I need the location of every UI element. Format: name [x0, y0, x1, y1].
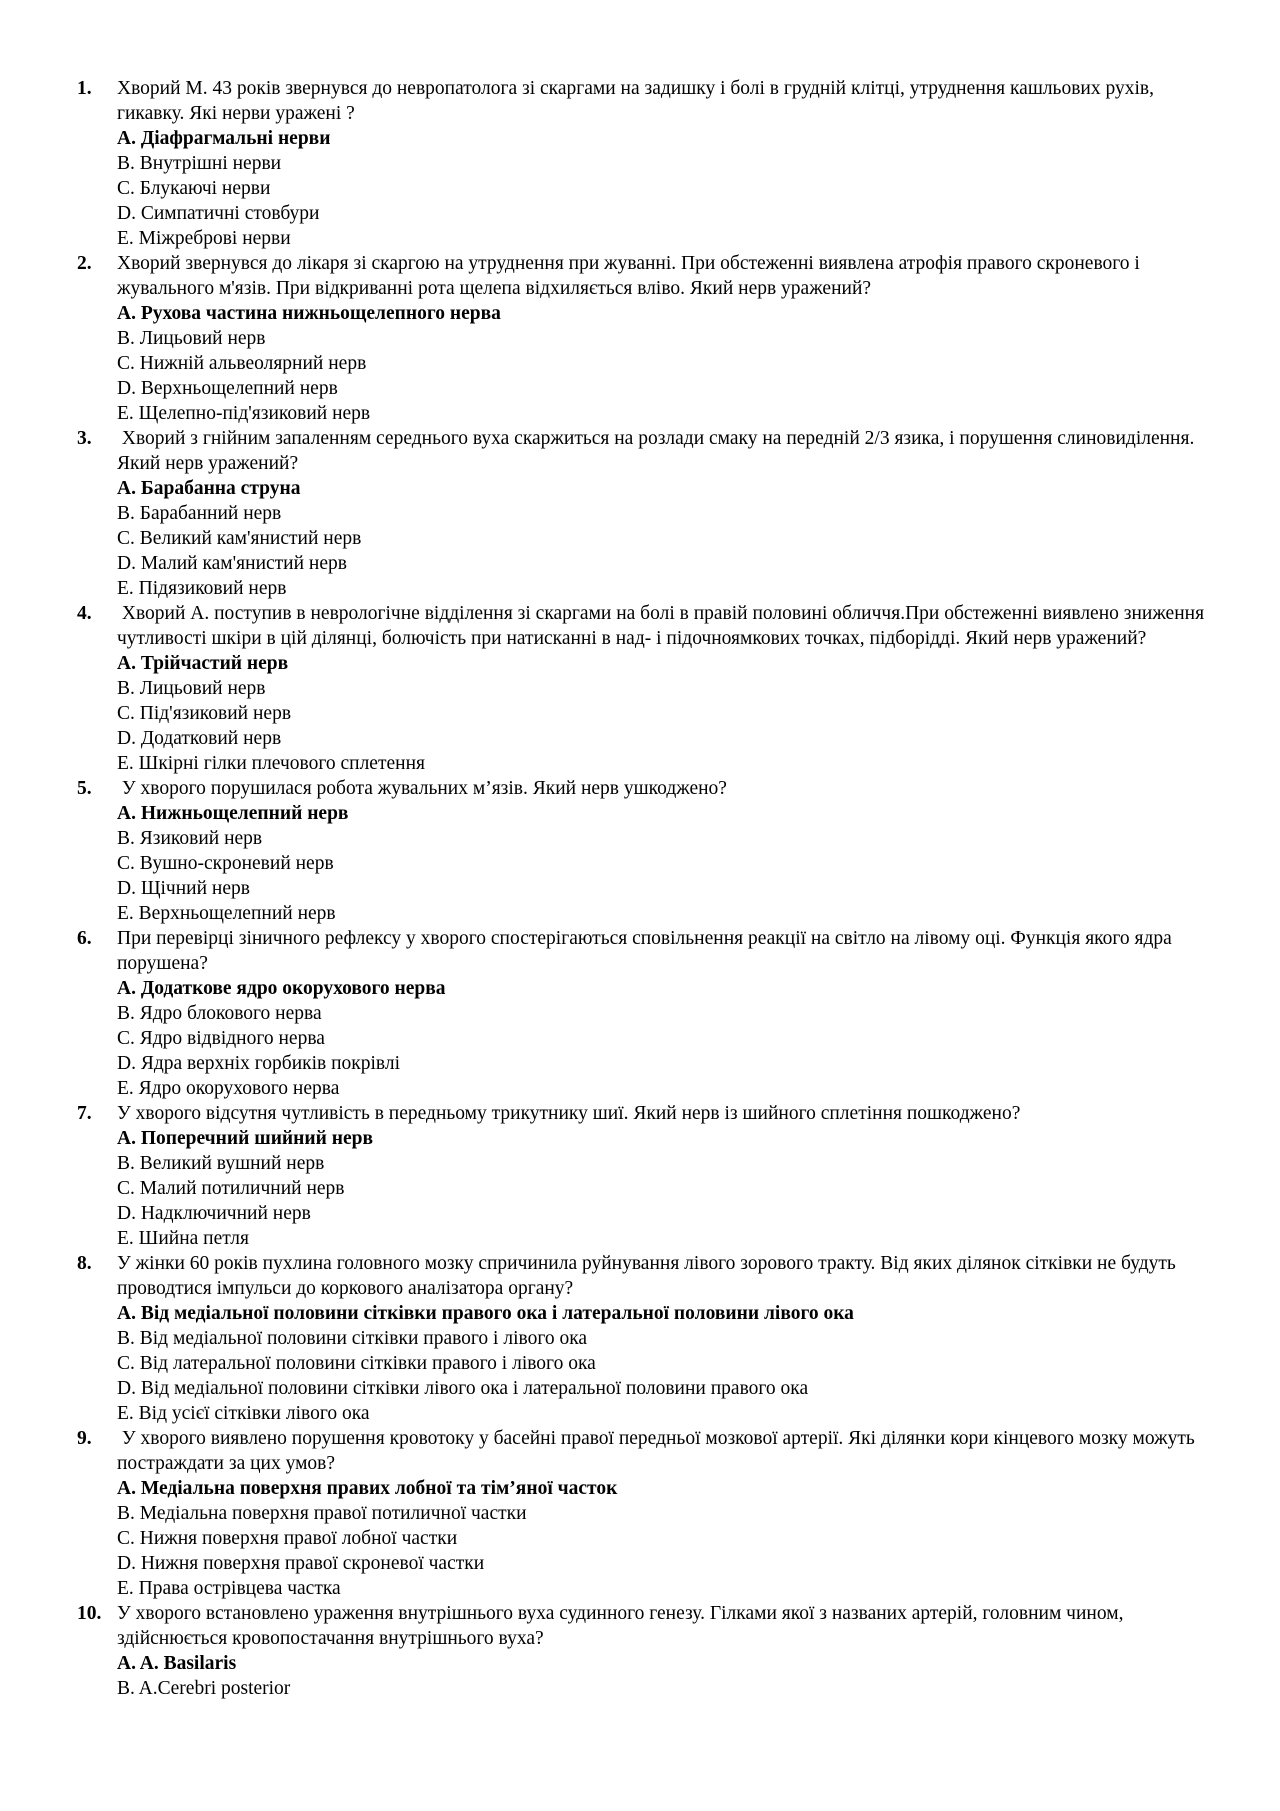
answer-option: C. Нижня поверхня правої лобної частки	[117, 1528, 458, 1549]
answer-option-correct: A. Нижньощелепний нерв	[117, 803, 349, 824]
question-text: Хворий звернувся до лікаря зі скаргою на утруднення при жуванні. При обстеженні виявлена атрофія правого скроневого і жувального м'язів. При відкриванні рота щелепа відхиляється вліво. Який нерв уражений?	[117, 253, 1145, 299]
answer-option: B. Внутрішні нерви	[117, 153, 282, 174]
answer-option: C. Малий потиличний нерв	[117, 1178, 345, 1199]
answer-option: E. Міжреброві нерви	[117, 228, 291, 249]
answer-option-correct: A. Поперечний шийний нерв	[117, 1128, 374, 1149]
question-text: У хворого встановлено ураження внутрішнього вуха судинного генезу. Гілками якої з названих артерій, головним чином, здійснюється кровопостачання внутрішнього вуха?	[117, 1603, 1129, 1649]
answer-option: C. Нижній альвеолярний нерв	[117, 353, 367, 374]
answer-option: C. Блукаючі нерви	[117, 178, 271, 199]
question-number: 5.	[77, 778, 92, 799]
question-number: 4.	[77, 603, 92, 624]
answer-option-correct: A. Барабанна струна	[117, 478, 301, 499]
question-item	[0, 601, 1280, 776]
question-text: Хворий А. поступив в неврологічне відділення зі скаргами на болі в правій половині обличчя.При обстеженні виявлено зниження чутливості шкіри в цій ділянці, болючість при натисканні в над- і підочноямкових точках, підборідді. Який нерв уражений?	[117, 603, 1209, 649]
question-number: 3.	[77, 428, 92, 449]
question-item	[0, 1101, 1280, 1251]
question-item	[0, 776, 1280, 926]
answer-option: E. Від усієї сітківки лівого ока	[117, 1403, 370, 1424]
answer-option: E. Верхньощелепний нерв	[117, 903, 336, 924]
question-number: 2.	[77, 253, 92, 274]
question-text: Хворий з гнійним запаленням середнього вуха скаржиться на розлади смаку на передній 2/3 язика, і порушення слиновиділення. Який нерв уражений?	[117, 428, 1200, 474]
answer-option: C. Від латеральної половини сітківки правого і лівого ока	[117, 1353, 596, 1374]
answer-option: D. Надключичний нерв	[117, 1203, 311, 1224]
answer-option: B. Лицьовий нерв	[117, 328, 266, 349]
answer-option: B. Барабанний нерв	[117, 503, 282, 524]
question-text: У хворого відсутня чутливість в передньому трикутнику шиї. Який нерв із шийного сплетіння пошкоджено?	[117, 1103, 1021, 1124]
answer-option: E. Права острівцева частка	[117, 1578, 341, 1599]
answer-option: B. Лицьовий нерв	[117, 678, 266, 699]
question-item	[0, 426, 1280, 601]
answer-option: E. Ядро окорухового нерва	[117, 1078, 340, 1099]
answer-option: B. Язиковий нерв	[117, 828, 263, 849]
answer-option-correct: A. Трійчастий нерв	[117, 653, 289, 674]
question-number: 8.	[77, 1253, 92, 1274]
question-number: 9.	[77, 1428, 92, 1449]
question-number: 10.	[77, 1603, 102, 1624]
answer-option: C. Ядро відвідного нерва	[117, 1028, 325, 1049]
question-item	[0, 251, 1280, 426]
answer-option: D. Від медіальної половини сітківки лівого ока і латеральної половини правого ока	[117, 1378, 809, 1399]
question-item	[0, 1601, 1280, 1701]
answer-option: D. Симпатичні стовбури	[117, 203, 320, 224]
question-number: 6.	[77, 928, 92, 949]
question-item	[0, 76, 1280, 251]
question-text: У хворого порушилася робота жувальних м’язів. Який нерв ушкоджено?	[117, 778, 727, 799]
answer-option: B. Великий вушний нерв	[117, 1153, 325, 1174]
answer-option: C. Під'язиковий нерв	[117, 703, 292, 724]
answer-option: D. Ядра верхніх горбиків покрівлі	[117, 1053, 401, 1074]
answer-option-correct: A. Діафрагмальні нерви	[117, 128, 331, 149]
question-item	[0, 926, 1280, 1101]
answer-option-correct: A. Додаткове ядро окорухового нерва	[117, 978, 446, 999]
answer-option: D. Верхньощелепний нерв	[117, 378, 338, 399]
answer-option: D. Додатковий нерв	[117, 728, 282, 749]
answer-option: B. Ядро блокового нерва	[117, 1003, 322, 1024]
answer-option: E. Підязиковий нерв	[117, 578, 287, 599]
answer-option: D. Малий кам'янистий нерв	[117, 553, 347, 574]
answer-option: D. Нижня поверхня правої скроневої частки	[117, 1553, 485, 1574]
answer-option: B. Від медіальної половини сітківки правого і лівого ока	[117, 1328, 588, 1349]
answer-option: D. Щічний нерв	[117, 878, 250, 899]
question-text: При перевірці зіничного рефлексу у хворого спостерігаються сповільнення реакції на світло на лівому оці. Функція якого ядра порушена?	[117, 928, 1177, 974]
answer-option-correct: A. Медіальна поверхня правих лобної та тім’яної часток	[117, 1478, 618, 1499]
answer-option-correct: A. Від медіальної половини сітківки правого ока і латеральної половини лівого ока	[117, 1303, 854, 1324]
answer-option-correct: A. A. Basilaris	[117, 1653, 237, 1674]
answer-option-correct: A. Рухова частина нижньощелепного нерва	[117, 303, 501, 324]
question-item	[0, 1251, 1280, 1426]
answer-option: E. Шкірні гілки плечового сплетення	[117, 753, 425, 774]
question-list	[0, 76, 1280, 1701]
question-item	[0, 1426, 1280, 1601]
question-text: Хворий М. 43 років звернувся до невропатолога зі скаргами на задишку і болі в грудній клітці, утруднення кашльових рухів, гикавку. Які нерви уражені ?	[117, 78, 1159, 124]
question-number: 1.	[77, 78, 92, 99]
answer-option: E. Щелепно-під'язиковий нерв	[117, 403, 371, 424]
answer-option: E. Шийна петля	[117, 1228, 249, 1249]
answer-option: C. Вушно-скроневий нерв	[117, 853, 334, 874]
answer-option: B. A.Cerebri posterior	[117, 1678, 291, 1699]
question-text: У жінки 60 років пухлина головного мозку спричинила руйнування лівого зорового тракту. Від яких ділянок сітківки не будуть проводтися імпульси до коркового аналізатора органу?	[117, 1253, 1181, 1299]
question-text: У хворого виявлено порушення кровотоку у басейні правої передньої мозкової артерії. Які ділянки кори кінцевого мозку можуть постраждати за цих умов?	[117, 1428, 1200, 1474]
question-number: 7.	[77, 1103, 92, 1124]
answer-option: C. Великий кам'янистий нерв	[117, 528, 362, 549]
answer-option: B. Медіальна поверхня правої потиличної частки	[117, 1503, 527, 1524]
